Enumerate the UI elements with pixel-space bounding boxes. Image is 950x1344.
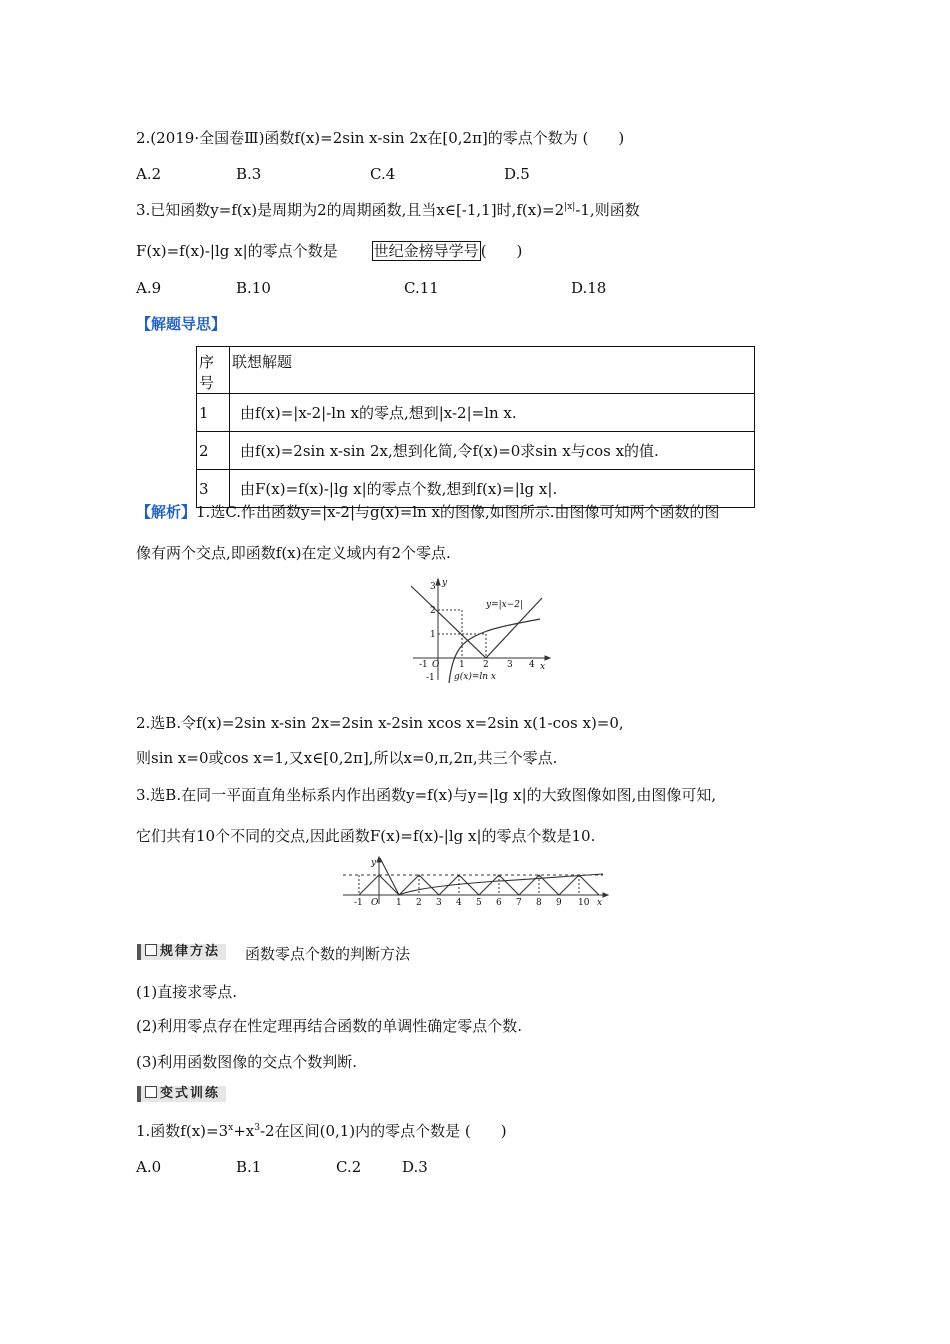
q2-option-a: A.2 bbox=[136, 165, 162, 183]
guide-table-header bbox=[197, 347, 755, 394]
graph-2-xtick: 4 bbox=[456, 898, 462, 908]
graph-2-xtick: 5 bbox=[476, 898, 482, 908]
practice-exponent-x: x bbox=[228, 1123, 234, 1133]
solution-heading: 【解析】 bbox=[136, 503, 197, 521]
graph-1-y-arrow bbox=[436, 579, 440, 585]
q2-option-d: D.5 bbox=[504, 165, 530, 183]
graph-1-ytick: 1 bbox=[430, 630, 436, 640]
graph-1-xtick: -1 bbox=[419, 660, 428, 670]
solution-1-line2: 像有两个交点,即函数f(x)在定义域内有2个零点. bbox=[136, 544, 451, 562]
graph-2-figure bbox=[335, 854, 610, 910]
q2-stem: 2.(2019·全国卷Ⅲ)函数f(x)=2sin x-sin 2x在[0,2π]的零点个数为 ( ) bbox=[136, 129, 625, 147]
practice-stem-mid: +x bbox=[233, 1122, 255, 1140]
practice-stem bbox=[136, 1121, 507, 1141]
graph-2-xtick: 8 bbox=[536, 898, 542, 908]
guide-heading: 【解题导思】 bbox=[136, 315, 227, 333]
guide-row-text: 由F(x)=f(x)-|lg x|的零点个数,想到f(x)=|lg x|. bbox=[230, 470, 755, 508]
practice-stem-end: -2在区间(0,1)内的零点个数是 ( ) bbox=[259, 1122, 507, 1140]
solution-2-line1: 2.选B.令f(x)=2sin x-sin 2x=2sin x-2sin xcos x=2sin x(1-cos x)=0, bbox=[136, 714, 624, 732]
guide-row-text: 由f(x)=|x-2|-ln x的零点,想到|x-2|=ln x. bbox=[230, 394, 755, 432]
practice-stem-text: 1.函数f(x)=3 bbox=[136, 1122, 229, 1140]
practice-exponent-3: 3 bbox=[254, 1123, 260, 1133]
practice-badge bbox=[137, 1086, 226, 1102]
q3-stem-line2 bbox=[136, 241, 522, 261]
q3-option-c: C.11 bbox=[404, 279, 439, 297]
q3-option-a: A.9 bbox=[136, 279, 162, 297]
solution-3-line2: 它们共有10个不同的交点,因此函数F(x)=f(x)-|lg x|的零点个数是10. bbox=[136, 827, 596, 845]
solution-3-line1: 3.选B.在同一平面直角坐标系内作出函数y=f(x)与y=|lg x|的大致图像如图,由图像可知, bbox=[136, 786, 717, 804]
graph-1-abs-label: y=|x−2| bbox=[486, 600, 524, 610]
graph-2-xtick: 1 bbox=[396, 898, 402, 908]
graph-2-origin: O bbox=[371, 898, 379, 908]
method-badge bbox=[137, 944, 226, 960]
graph-2-xtick: 10 bbox=[578, 898, 590, 908]
graph-2-x-arrow bbox=[603, 893, 608, 897]
practice-badge-label: 变式训练 bbox=[160, 1086, 221, 1101]
graph-1-y-label: y bbox=[442, 578, 448, 588]
guide-table-row bbox=[197, 432, 755, 470]
graph-1-ln-label: g(x)=ln x bbox=[454, 672, 497, 682]
graph-1-figure bbox=[405, 576, 555, 686]
guide-row-num: 1 bbox=[197, 394, 230, 432]
graph-1-x-arrow bbox=[545, 656, 550, 660]
q2-option-b: B.3 bbox=[236, 165, 262, 183]
q3-exponent: |x| bbox=[564, 202, 576, 212]
graph-1-ytick: 3 bbox=[430, 582, 436, 592]
guide-table bbox=[196, 346, 755, 508]
graph-1-xtick: 2 bbox=[483, 660, 489, 670]
graph-2-xtick: 2 bbox=[416, 898, 422, 908]
q3-stem-text: 3.已知函数y=f(x)是周期为2的周期函数,且当x∈[-1,1]时,f(x)=2 bbox=[136, 201, 565, 219]
q3-source-box: 世纪金榜导学号 bbox=[373, 242, 479, 260]
guide-row-num: 2 bbox=[197, 432, 230, 470]
q3-option-b: B.10 bbox=[236, 279, 271, 297]
guide-header-num: 序号 bbox=[197, 347, 230, 394]
graph-1-xtick: 3 bbox=[507, 660, 513, 670]
method-title: 函数零点个数的判断方法 bbox=[245, 945, 411, 963]
method-item-2: (2)利用零点存在性定理再结合函数的单调性确定零点个数. bbox=[136, 1017, 523, 1035]
guide-header-text: 联想解题 bbox=[230, 347, 755, 394]
graph-2-x-label: x bbox=[597, 898, 603, 908]
practice-option-b: B.1 bbox=[236, 1158, 262, 1176]
q2-option-c: C.4 bbox=[370, 165, 396, 183]
practice-badge-icon bbox=[145, 1086, 157, 1098]
graph-1-ytick: -1 bbox=[426, 673, 435, 683]
graph-1-xtick: 1 bbox=[459, 660, 465, 670]
q3-stem-text2: F(x)=f(x)-|lg x|的零点个数是 bbox=[136, 242, 338, 260]
method-badge-label: 规律方法 bbox=[160, 944, 221, 959]
practice-option-a: A.0 bbox=[136, 1158, 162, 1176]
graph-2-lg-curve bbox=[380, 858, 603, 895]
graph-2-xtick: -1 bbox=[354, 898, 363, 908]
graph-2-xtick: 7 bbox=[516, 898, 522, 908]
practice-option-c: C.2 bbox=[336, 1158, 362, 1176]
guide-row-text: 由f(x)=2sin x-sin 2x,想到化简,令f(x)=0求sin x与cos x的值. bbox=[230, 432, 755, 470]
guide-table-row bbox=[197, 394, 755, 432]
method-item-3: (3)利用函数图像的交点个数判断. bbox=[136, 1053, 358, 1071]
guide-row-num: 3 bbox=[197, 470, 230, 508]
graph-2-periodic-curve bbox=[359, 875, 599, 895]
practice-option-d: D.3 bbox=[402, 1158, 428, 1176]
q3-option-d: D.18 bbox=[571, 279, 607, 297]
solution-1-line1 bbox=[136, 502, 720, 522]
q3-answer-paren: ( ) bbox=[480, 242, 523, 260]
method-badge-icon bbox=[145, 944, 157, 956]
graph-1-ytick: 2 bbox=[430, 606, 436, 616]
solution-1-text: 1.选C.作出函数y=|x-2|与g(x)=ln x的图像,如图所示.由图像可知两个函数的图 bbox=[196, 503, 720, 521]
graph-2-xtick: 9 bbox=[556, 898, 562, 908]
method-item-1: (1)直接求零点. bbox=[136, 983, 238, 1001]
graph-1-x-label: x bbox=[540, 662, 546, 672]
q3-stem-text-end: -1,则函数 bbox=[575, 201, 640, 219]
graph-2-xtick: 3 bbox=[436, 898, 442, 908]
q3-stem-line1 bbox=[136, 200, 640, 220]
solution-2-line2: 则sin x=0或cos x=1,又x∈[0,2π],所以x=0,π,2π,共三个零点. bbox=[136, 749, 558, 767]
graph-2-y-label: y bbox=[371, 858, 377, 868]
graph-1-origin: O bbox=[432, 660, 440, 670]
graph-1-xtick: 4 bbox=[529, 660, 535, 670]
graph-2-xtick: 6 bbox=[496, 898, 502, 908]
